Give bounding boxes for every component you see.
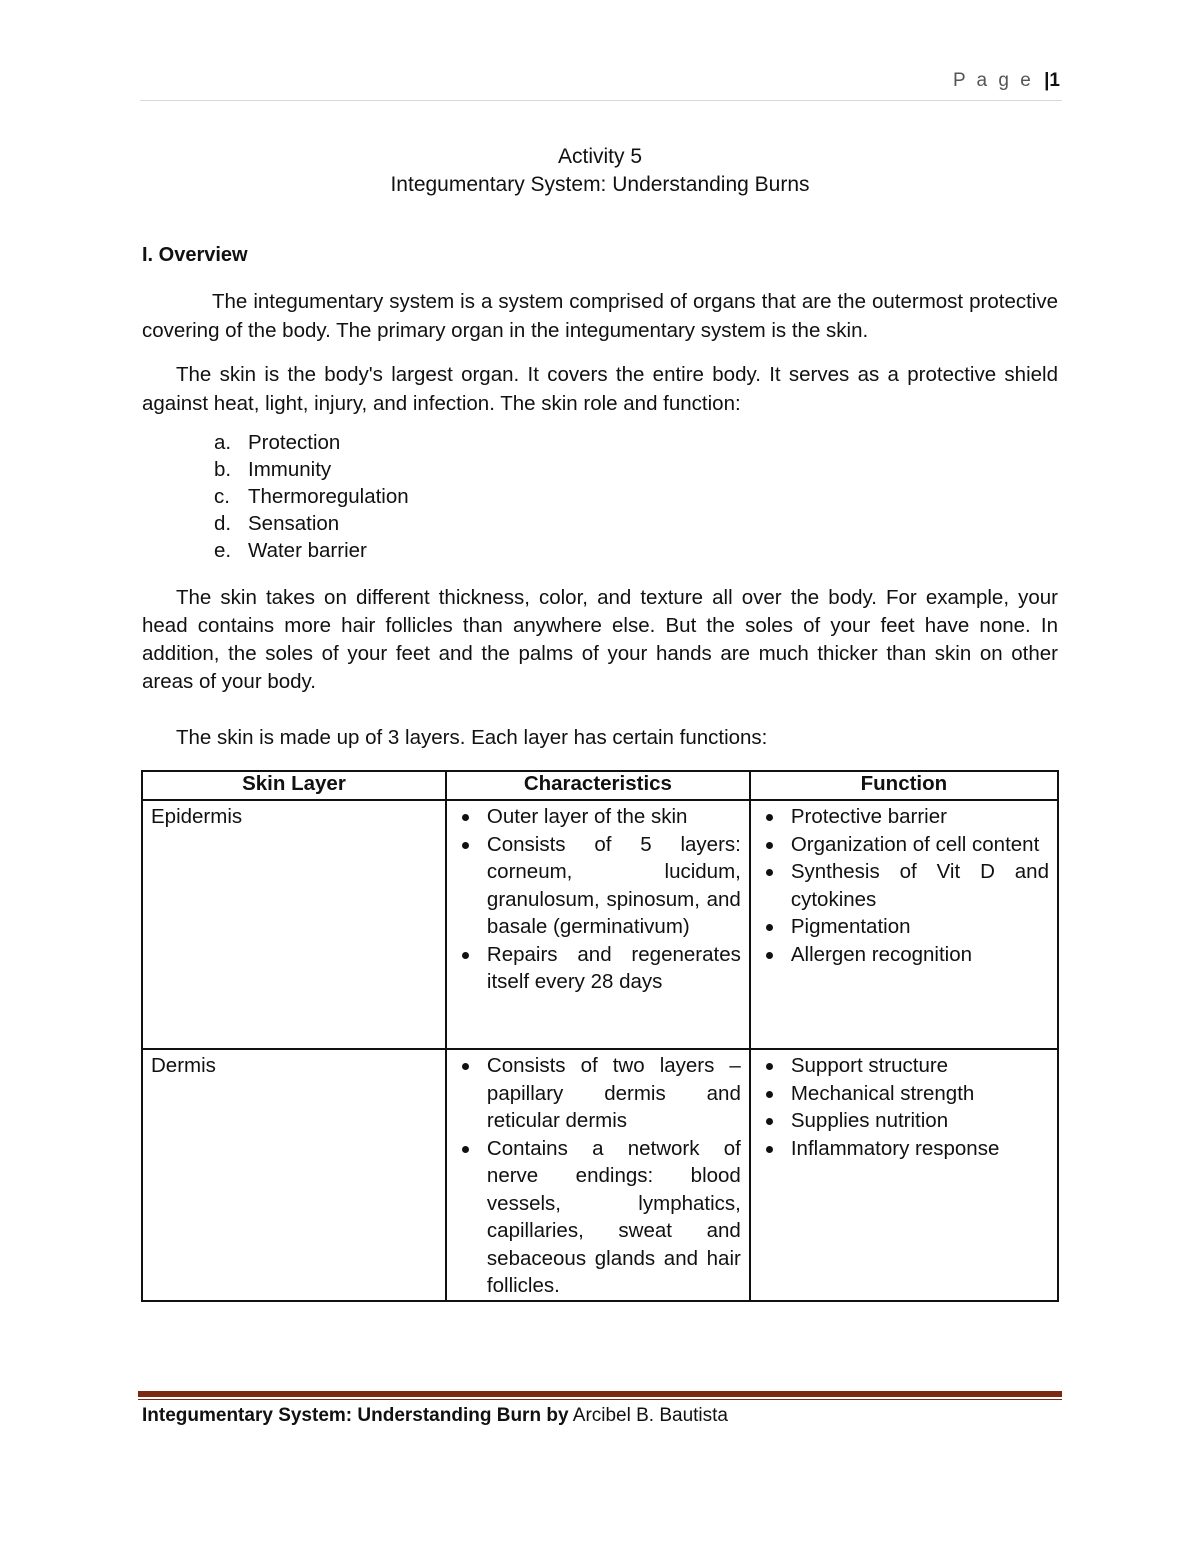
list-item: Consists of 5 layers: corneum, lucidum, granulosum, spinosum, and basale (germinativum) bbox=[455, 831, 741, 941]
overview-paragraph-2: The skin is the body's largest organ. It covers the entire body. It serves as a protective shield against heat, light, injury, and infection. The skin role and function: bbox=[142, 363, 1058, 415]
column-header: Function bbox=[750, 771, 1058, 800]
list-item: b. Immunity bbox=[214, 458, 332, 481]
footer-rule-thin bbox=[138, 1399, 1062, 1400]
footer-author: Arcibel B. Bautista bbox=[572, 1405, 729, 1426]
footer-title: Integumentary System: Understanding Burn bbox=[142, 1405, 542, 1426]
list-item: Pigmentation bbox=[759, 913, 1049, 941]
page-separator: | bbox=[1044, 70, 1050, 91]
list-item: Supplies nutrition bbox=[759, 1107, 1049, 1135]
title-line-2: Integumentary System: Understanding Burns bbox=[390, 173, 810, 196]
table-header-row bbox=[142, 771, 1058, 800]
list-item: Contains a network of nerve endings: blood vessels, lymphatics, capillaries, sweat and sebaceous glands and hair follicles. bbox=[455, 1135, 741, 1300]
page-header bbox=[140, 70, 1060, 92]
header-rule bbox=[140, 100, 1062, 101]
list-item: Mechanical strength bbox=[759, 1080, 1049, 1108]
footer-rule bbox=[138, 1391, 1062, 1397]
overview-paragraph-1: The integumentary system is a system comprised of organs that are the outermost protective covering of the body. The primary organ in the integumentary system is the skin. bbox=[142, 290, 1058, 342]
page-label: P a g e bbox=[952, 70, 1034, 91]
table-row bbox=[142, 1049, 1058, 1301]
function-cell bbox=[750, 800, 1058, 1049]
list-item: Inflammatory response bbox=[759, 1135, 1049, 1163]
characteristics-cell bbox=[446, 1049, 750, 1301]
section-heading-overview: I. Overview bbox=[142, 244, 248, 266]
title-line-1: Activity 5 bbox=[557, 145, 643, 168]
list-item: Support structure bbox=[759, 1052, 1049, 1080]
skin-layers-table bbox=[141, 770, 1059, 1302]
column-header: Skin Layer bbox=[142, 771, 446, 800]
list-item: c. Thermoregulation bbox=[214, 485, 409, 508]
overview-paragraph-3: The skin takes on different thickness, color, and texture all over the body. For example, your head contains more hair follicles than anywhere else. But the soles of your feet have none. In addition, the soles of your feet and the palms of your hands are much thicker than skin on other areas of your body. bbox=[142, 586, 1058, 693]
function-cell bbox=[750, 1049, 1058, 1301]
overview-paragraph-4: The skin is made up of 3 layers. Each layer has certain functions: bbox=[176, 726, 768, 749]
list-item: Organization of cell content bbox=[759, 831, 1049, 859]
page-footer bbox=[142, 1405, 728, 1427]
page-number: 1 bbox=[1049, 70, 1060, 91]
list-item: Outer layer of the skin bbox=[455, 803, 741, 831]
list-item: Repairs and regenerates itself every 28 days bbox=[455, 941, 741, 996]
layer-name-cell: Epidermis bbox=[142, 800, 446, 1049]
document-title bbox=[142, 143, 1058, 199]
list-item: Synthesis of Vit D and cytokines bbox=[759, 858, 1049, 913]
list-item: d. Sensation bbox=[214, 512, 340, 535]
column-header: Characteristics bbox=[446, 771, 750, 800]
skin-function-list bbox=[142, 429, 1058, 564]
document-body bbox=[142, 143, 1058, 1302]
table-row bbox=[142, 800, 1058, 1049]
list-item: Allergen recognition bbox=[759, 941, 1049, 969]
list-item: e. Water barrier bbox=[214, 539, 367, 562]
footer-by: by bbox=[546, 1405, 569, 1426]
characteristics-cell bbox=[446, 800, 750, 1049]
layer-name-cell: Dermis bbox=[142, 1049, 446, 1301]
list-item: a. Protection bbox=[214, 431, 341, 454]
list-item: Consists of two layers – papillary dermis and reticular dermis bbox=[455, 1052, 741, 1135]
list-item: Protective barrier bbox=[759, 803, 1049, 831]
